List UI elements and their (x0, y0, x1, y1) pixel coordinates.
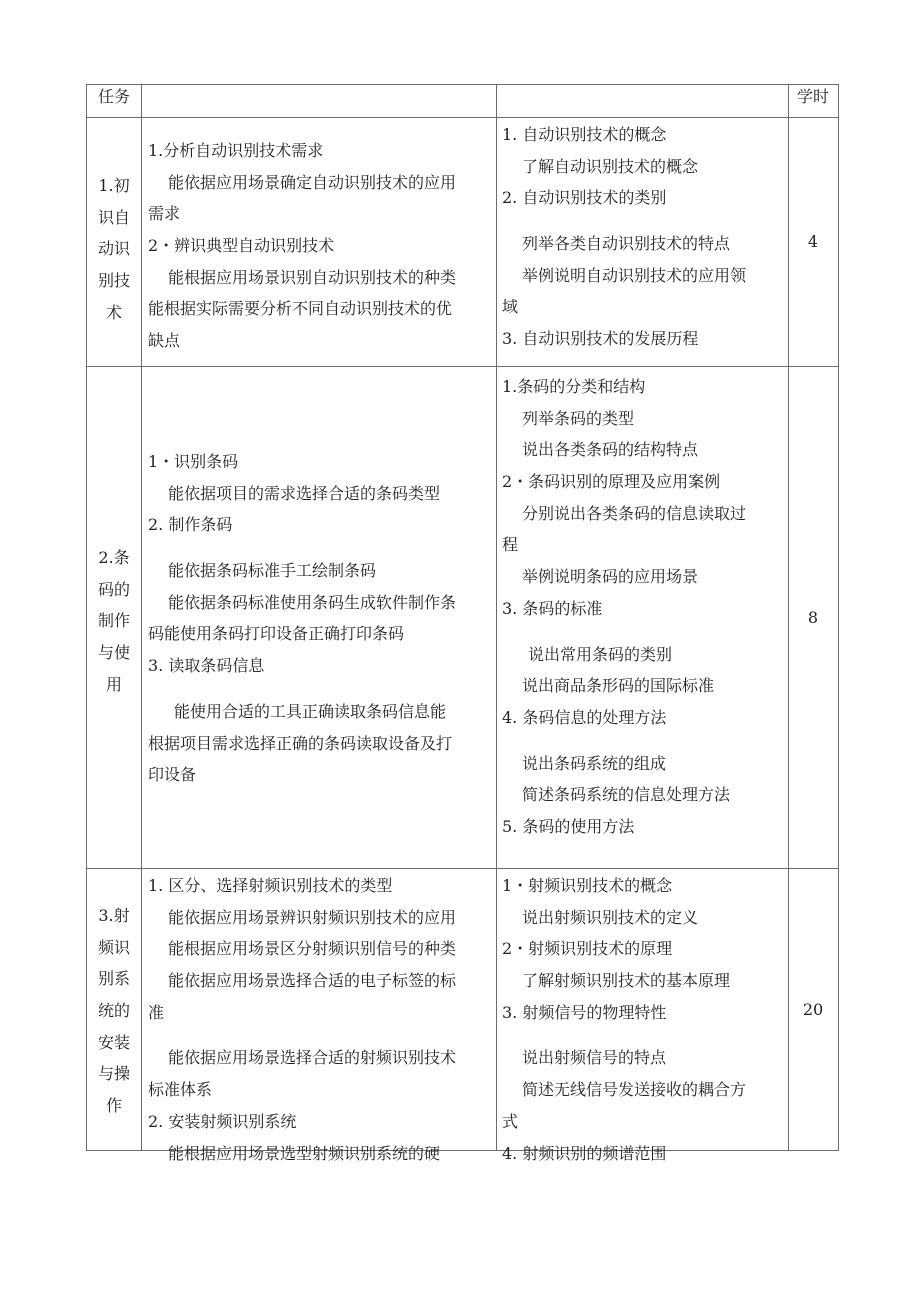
row1-task (88, 170, 140, 328)
knowledge-item: 1・射频识别技术的概念 (502, 876, 673, 895)
ability-item: 2. 安装射频识别系统 (148, 1111, 297, 1131)
knowledge-item: 举例说明自动识别技术的应用领 (522, 265, 747, 285)
knowledge-item: 列举各类自动识别技术的特点 (522, 234, 731, 254)
row3-task-line: 作 (105, 1096, 122, 1116)
knowledge-item: 简述条码系统的信息处理方法 (522, 785, 731, 805)
ability-item: 能根据实际需要分析不同自动识别技术的优 (148, 299, 453, 319)
ability-item: 标准体系 (148, 1080, 213, 1100)
row3-task-line: 频识 (97, 937, 130, 957)
knowledge-item: 4. 射频识别的频谱范围 (502, 1143, 667, 1163)
row2-task-line: 制作 (97, 611, 130, 631)
row1-task-line: 1.初 (98, 176, 130, 195)
knowledge-item: 分别说出各类条码的信息读取过 (522, 503, 747, 523)
row1-abilities (148, 135, 456, 357)
row1-task-line: 别技 (97, 271, 130, 291)
knowledge-item: 2・条码识别的原理及应用案例 (502, 472, 721, 492)
row3-knowledge (502, 870, 746, 1169)
ability-item: 能依据项目的需求选择合适的条码类型 (168, 483, 441, 503)
row2-task-line: 码的 (97, 579, 130, 599)
knowledge-item: 说出各类条码的结构特点 (522, 440, 699, 460)
knowledge-item: 程 (502, 535, 519, 555)
knowledge-item: 5. 条码的使用方法 (502, 816, 635, 836)
row2-task-line: 与使 (97, 643, 130, 663)
row1-task-line: 识自 (97, 207, 130, 227)
row1-hours: 4 (807, 232, 819, 251)
knowledge-item: 1. 自动识别技术的概念 (502, 125, 667, 144)
row3-hours: 20 (802, 1000, 824, 1019)
ability-item: 缺点 (148, 331, 181, 351)
knowledge-item: 说出商品条形码的国际标准 (522, 676, 715, 696)
knowledge-item: 简述无线信号发送接收的耦合方 (522, 1080, 747, 1100)
ability-item: 1.分析自动识别技术需求 (148, 141, 324, 160)
row1-task-line: 动识 (97, 239, 130, 259)
ability-item: 1. 区分、选择射频识别技术的类型 (148, 876, 393, 895)
row3-task-line: 3.射 (98, 906, 130, 925)
row3-task-line: 别系 (97, 969, 130, 989)
knowledge-item: 了解射频识别技术的基本原理 (522, 971, 731, 991)
knowledge-item: 说出常用条码的类别 (528, 644, 673, 664)
knowledge-item: 说出条码系统的组成 (522, 753, 667, 773)
course-table (86, 84, 839, 1163)
knowledge-item: 说出射频识别技术的定义 (522, 907, 699, 927)
ability-item: 能根据应用场景选型射频识别系统的硬 (168, 1143, 441, 1163)
row1-knowledge (502, 119, 746, 355)
row3-task-line: 安装 (97, 1032, 130, 1052)
knowledge-item: 3. 自动识别技术的发展历程 (502, 329, 699, 349)
ability-item: 1・识别条码 (148, 452, 239, 471)
knowledge-item: 说出射频信号的特点 (522, 1048, 667, 1068)
row1-task-line: 术 (105, 302, 122, 322)
row2-knowledge (502, 371, 746, 843)
header-task: 任务 (97, 87, 130, 106)
ability-item: 3. 读取条码信息 (148, 656, 265, 676)
row3-task-line: 统的 (97, 1001, 130, 1021)
knowledge-item: 式 (502, 1111, 519, 1131)
ability-item: 2・辨识典型自动识别技术 (148, 236, 335, 256)
knowledge-item: 举例说明条码的应用场景 (522, 567, 699, 587)
ability-item: 根据项目需求选择正确的条码读取设备及打 (148, 733, 453, 753)
ability-item: 2. 制作条码 (148, 515, 233, 535)
ability-item: 码能使用条码打印设备正确打印条码 (148, 624, 405, 644)
ability-item: 能依据应用场景确定自动识别技术的应用 (168, 172, 457, 192)
row3-abilities (148, 870, 456, 1169)
ability-item: 能根据应用场景区分射频识别信号的种类 (168, 939, 457, 959)
row3-task (88, 900, 140, 1122)
knowledge-item: 域 (502, 297, 519, 317)
ability-item: 能根据应用场景识别自动识别技术的种类 (168, 267, 457, 287)
row2-task-line: 2.条 (98, 548, 130, 567)
row2-task (88, 542, 140, 700)
knowledge-item: 2. 自动识别技术的类别 (502, 188, 667, 208)
ability-item: 能依据应用场景选择合适的电子标签的标 (168, 971, 457, 991)
header-hours: 学时 (796, 87, 829, 106)
knowledge-item: 3. 条码的标准 (502, 598, 603, 618)
row3-task-line: 与操 (97, 1064, 130, 1084)
knowledge-item: 了解自动识别技术的概念 (522, 156, 699, 176)
ability-item: 需求 (148, 204, 181, 224)
knowledge-item: 列举条码的类型 (522, 408, 635, 428)
ability-item: 能依据条码标准使用条码生成软件制作条 (168, 592, 457, 612)
ability-item: 能依据应用场景选择合适的射频识别技术 (168, 1048, 457, 1068)
knowledge-item: 3. 射频信号的物理特性 (502, 1002, 667, 1022)
knowledge-item: 1.条码的分类和结构 (502, 377, 646, 396)
ability-item: 能依据应用场景辨识射频识别技术的应用 (168, 907, 457, 927)
knowledge-item: 4. 条码信息的处理方法 (502, 707, 667, 727)
row2-task-line: 用 (105, 674, 122, 694)
ability-item: 印设备 (148, 765, 197, 785)
row2-abilities (148, 446, 456, 791)
ability-item: 能使用合适的工具正确读取条码信息能 (174, 701, 447, 721)
row2-hours: 8 (807, 608, 819, 627)
knowledge-item: 2・射频识别技术的原理 (502, 939, 673, 959)
ability-item: 能依据条码标准手工绘制条码 (168, 561, 377, 581)
ability-item: 准 (148, 1002, 165, 1022)
